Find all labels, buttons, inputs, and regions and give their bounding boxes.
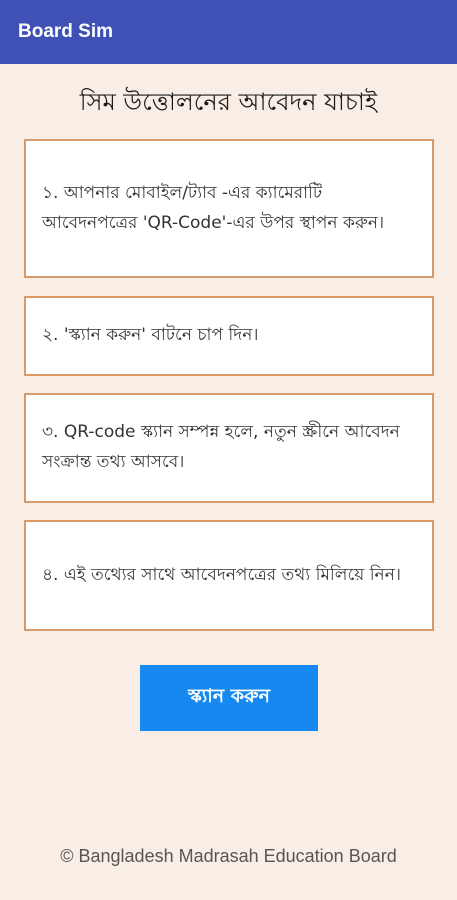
- instruction-text-2: ২. 'স্ক্যান করুন' বাটনে চাপ দিন।: [42, 325, 259, 346]
- instruction-card-2: [24, 296, 434, 376]
- scan-button[interactable]: স্ক্যান করুন: [140, 665, 318, 731]
- app-bar: [0, 0, 457, 64]
- page-title: সিম উত্তোলনের আবেদন যাচাই: [79, 88, 378, 116]
- instruction-text-3: ৩. QR-code স্ক্যান সম্পন্ন হলে, নতুন স্ক্রীনে আবেদন সংক্রান্ত তথ্য আসবে।: [42, 422, 400, 472]
- instruction-card-4: [24, 520, 434, 631]
- instruction-card-3: [24, 393, 434, 503]
- app-title: Board Sim: [18, 21, 114, 42]
- footer-copyright: © Bangladesh Madrasah Education Board: [60, 846, 397, 866]
- instruction-text-1: ১. আপনার মোবাইল/ট্যাব -এর ক্যামেরাটি আবেদনপত্রের 'QR-Code'-এর উপর স্থাপন করুন।: [42, 182, 385, 233]
- instruction-text-4: ৪. এই তথ্যের সাথে আবেদনপত্রের তথ্য মিলিয়ে নিন।: [42, 564, 401, 585]
- instruction-card-1: [24, 139, 434, 278]
